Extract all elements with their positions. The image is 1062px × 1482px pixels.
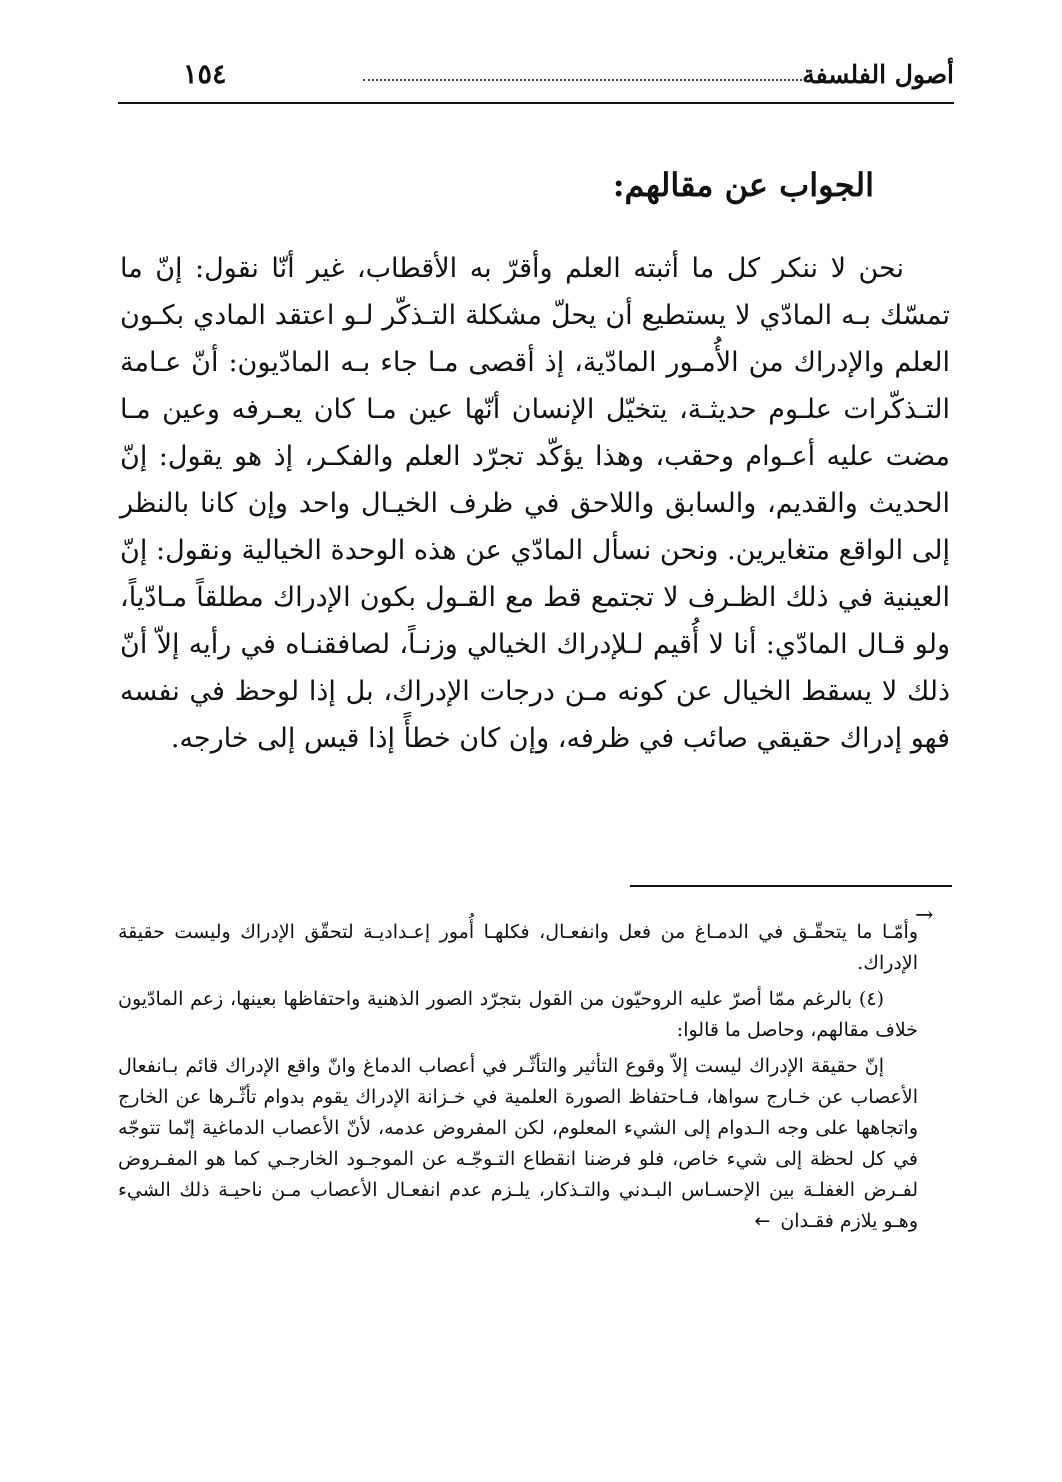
header-rule xyxy=(118,102,954,104)
footnotes xyxy=(118,917,918,1242)
continues-next-page-arrow-icon: ← xyxy=(754,1210,771,1232)
section-heading: الجواب عن مقالهم: xyxy=(612,166,874,204)
footnote-rule xyxy=(630,885,952,887)
main-paragraph: نحن لا ننكر كل ما أثبته العلم وأقرّ به الأقطاب، غير أنّا نقول: إنّ ما تمسّك بـه المادّي لا يستطيع أن يحلّ مشكلة التـذكّر لـو اعتقد المادي بكـون العلم والإدراك من الأُمـور المادّية، إذ أقصى مـا جاء بـه المادّيون: أنّ عـامة التـذكّرات علـوم حديثـة، يتخيّل الإنسان أنّها عين مـا كان يعـرفه وعين مـا مضت عليه أعـوام وحقب، وهذا يؤكّد تجرّد العلم والفكـر، إذ هو يقول: إنّ الحديث والقديم، والسابق واللاحق في ظرف الخيـال واحد وإن كانا بالنظر إلى الواقع متغايرين. ونحن نسأل المادّي عن هذه الوحدة الخيالية ونقول: إنّ العينية في ذلك الظـرف لا تجتمع قط مع القـول بكون الإدراك مطلقاً مـادّياً، ولو قـال المادّي: أنا لا أُقيم لـلإدراك الخيالي وزنـاً، لصافقنـاه في رأيه إلاّ أنّ ذلك لا يسقط الخيال عن كونه مـن درجات الإدراك، بل إذا لوحظ في نفسه فهو إدراك حقيقي صائب في ظرفه، وإن كان خطأً إذا قيس إلى خارجه. xyxy=(120,253,950,754)
continued-from-previous-arrow-icon: → xyxy=(915,903,934,928)
main-text xyxy=(120,245,950,762)
footnote-4-intro: (٤) بالرغم ممّا أصرّ عليه الروحيّون من القول بتجرّد الصور الذهنية واحتفاظها بعينها، زعم المادّيون خلاف مقالهم، وحاصل ما قالوا: xyxy=(118,988,918,1041)
page-number: ١٥٤ xyxy=(183,59,227,90)
header-dotted-leader xyxy=(363,79,802,81)
footnote-continuation: وأمّـا ما يتحقّـق في الدمـاغ من فعل وانفعـال، فكلهـا أُمور إعـداديـة لتحقّق الإدراك وليست حقيقة الإدراك. xyxy=(118,921,918,974)
footnote-4-body xyxy=(118,1051,918,1237)
footnote-4-body-text: إنّ حقيقة الإدراك ليست إلاّ وقوع التأثير والتأثّـر في أعصاب الدماغ وانّ واقع الإدراك قائم بـانفعال الأعصاب عن خـارج سواها، فـاحتفاظ الصورة العلمية في خـزانة الإدراك يقوم بدوام تأثّـرها عن الخارج واتجاهها على وجه الـدوام إلى الشيء المعلوم، لكن المفروض عدمه، لأنّ الأعصاب الدماغية إنّما تتوجّه في كل لحظة إلى شيء خاص، فلو فرضنا انقطاع التـوجّـه عن الموجـود الخارجـي كما هو المفـروض لفـرض الغفلـة بين الإحسـاس البـدني والتـذكار، يلـزم عدم انفعـال الأعصاب مـن ناحيـة ذلك الشيء وهـو يلازم فقـدان xyxy=(118,1055,918,1232)
page-header xyxy=(118,55,954,95)
running-title: أصول الفلسفة xyxy=(802,60,954,89)
